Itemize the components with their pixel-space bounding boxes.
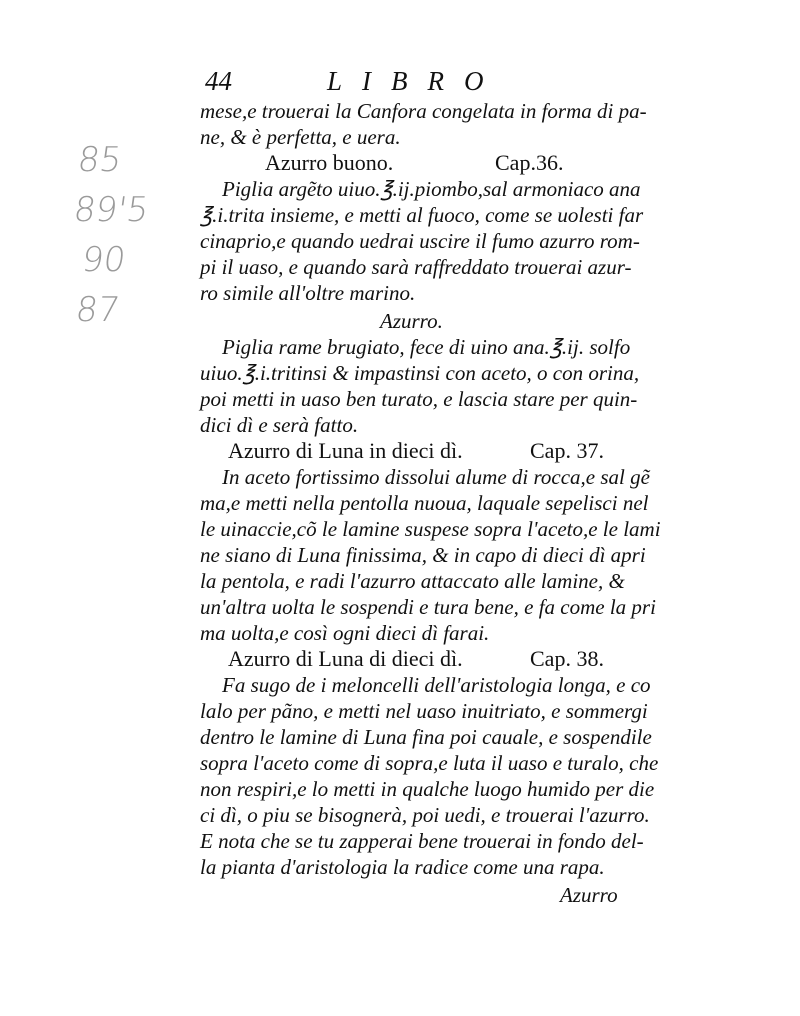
text-line	[200, 412, 358, 438]
text-line	[200, 854, 605, 880]
text-line	[200, 724, 652, 750]
margin-note: 90	[79, 240, 129, 280]
line-text: un'altra uolta le sospendi e tura bene, e fa come la pri	[200, 595, 656, 619]
text-line	[200, 802, 650, 828]
handwritten-margin-notes	[72, 140, 172, 350]
line-text: ma uolta,e così ogni dieci dì farai.	[200, 621, 490, 645]
line-text: la pianta d'aristologia la radice come una rapa.	[200, 855, 605, 879]
line-text: sopra l'aceto come di sopra,e luta il uaso e turalo, che	[200, 751, 659, 775]
text-line	[200, 568, 625, 594]
line-text: ma,e metti nella pentolla nuoua, laquale sepelisci nel	[200, 491, 649, 515]
line-text: Azurro buono.	[265, 150, 394, 175]
line-text: lalo per pãno, e metti nel uaso inuitriato, e sommergi	[200, 699, 648, 723]
line-text: la pentola, e radi l'azurro attaccato alle lamine, &	[200, 569, 625, 593]
text-line	[200, 698, 648, 724]
line-text: ci dì, o piu se bisognerà, poi uedi, e trouerai l'azurro.	[200, 803, 650, 827]
line-text: uiuo.℥.i.tritinsi & impastinsi con aceto, o con orina,	[200, 361, 640, 385]
chapter-heading	[265, 150, 393, 176]
line-text: Azurro di Luna di dieci dì.	[228, 646, 463, 671]
page-header	[205, 66, 645, 100]
line-text: le uinaccie,cõ le lamine suspese sopra l'aceto,e le lami	[200, 517, 661, 541]
text-line	[222, 176, 641, 202]
text-line	[200, 360, 639, 386]
line-text: cinaprio,e quando uedrai uscire il fumo azurro rom-	[200, 229, 640, 253]
text-line	[200, 228, 640, 254]
text-line	[200, 776, 654, 802]
chapter-heading	[228, 438, 463, 464]
running-head: LIBRO	[327, 66, 504, 96]
line-text: dici dì e serà fatto.	[200, 413, 359, 437]
text-line	[200, 828, 644, 854]
line-text: ℥.i.trita insieme, e metti al fuoco, come se uolesti far	[200, 203, 644, 227]
text-line	[200, 386, 637, 412]
text-line	[200, 542, 646, 568]
line-text: In aceto fortissimo dissolui alume di rocca,e sal gẽ	[222, 465, 650, 489]
text-line	[200, 516, 661, 542]
line-text: Azurro	[560, 883, 618, 907]
line-text: E nota che se tu zapperai bene trouerai in fondo del-	[200, 829, 644, 853]
line-text: ro simile all'oltre marino.	[200, 281, 416, 305]
margin-note: 89'5	[71, 190, 152, 230]
chapter-heading	[228, 646, 463, 672]
catchword	[560, 882, 618, 908]
text-line	[200, 98, 647, 124]
text-line	[200, 124, 401, 150]
chapter-number: Cap. 38.	[530, 646, 604, 671]
chapter-number: Cap.36.	[495, 150, 564, 175]
text-line	[200, 620, 489, 646]
line-text: mese,e trouerai la Canfora congelata in forma di pa-	[200, 99, 647, 123]
text-line	[222, 464, 650, 490]
line-text: ne, & è perfetta, e uera.	[200, 125, 401, 149]
text-line	[200, 594, 656, 620]
line-text: Piglia argẽto uiuo.℥.ij.piombo,sal armoniaco ana	[222, 177, 641, 201]
text-line	[200, 254, 631, 280]
text-line	[222, 672, 651, 698]
line-text: Fa sugo de i meloncelli dell'aristologia longa, e co	[222, 673, 651, 697]
line-text: Piglia rame brugiato, fece di uino ana.℥.ij. solfo	[222, 335, 631, 359]
margin-note: 87	[73, 290, 123, 330]
page-number: 44	[205, 66, 232, 96]
chapter-number: Cap. 37.	[530, 438, 604, 463]
line-text: Azurro di Luna in dieci dì.	[228, 438, 463, 463]
text-line	[200, 750, 658, 776]
line-text: dentro le lamine di Luna fina poi cauale, e sospendile	[200, 725, 652, 749]
text-line	[200, 202, 643, 228]
line-text: Azurro.	[380, 309, 443, 333]
section-heading	[380, 308, 443, 334]
line-text: non respiri,e lo metti in qualche luogo humido per die	[200, 777, 655, 801]
margin-note: 85	[75, 140, 125, 180]
line-text: pi il uaso, e quando sarà raffreddato trouerai azur-	[200, 255, 632, 279]
text-line	[200, 280, 415, 306]
text-line	[200, 490, 649, 516]
line-text: ne siano di Luna finissima, & in capo di dieci dì apri	[200, 543, 646, 567]
line-text: poi metti in uaso ben turato, e lascia stare per quin-	[200, 387, 638, 411]
text-line	[222, 334, 630, 360]
